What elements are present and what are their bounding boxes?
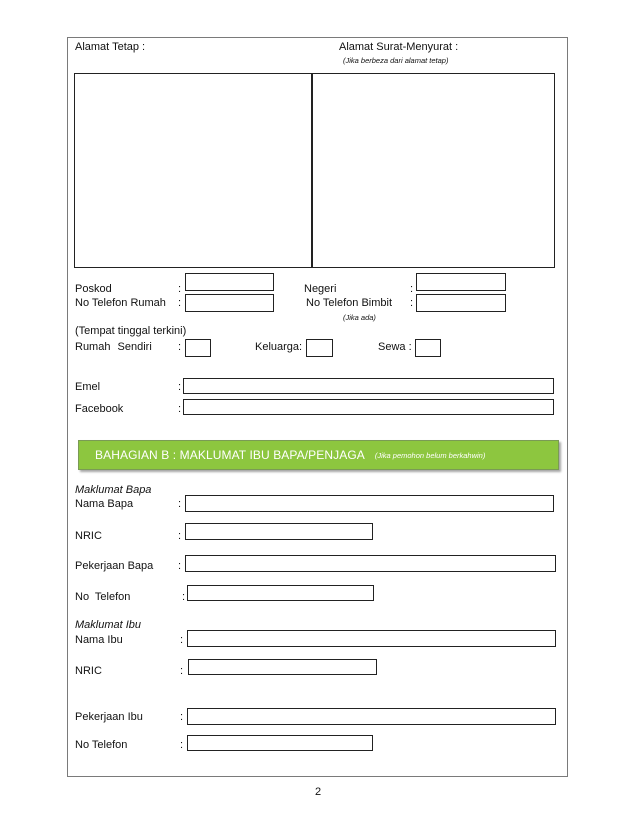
email-input[interactable]: [183, 378, 554, 394]
section-b-note: (Jika pemohon belum berkahwin): [374, 450, 486, 460]
mother-job-colon: :: [180, 711, 184, 723]
mother-phone-label: No Telefon: [75, 739, 128, 751]
mother-job-label: Pekerjaan Ibu: [75, 711, 143, 723]
father-nric-label: NRIC: [75, 530, 102, 542]
mother-job-input[interactable]: [187, 708, 556, 725]
mother-nric-label: NRIC: [75, 665, 102, 677]
facebook-colon: :: [178, 403, 182, 415]
phone-mobile-label: No Telefon Bimbit: [306, 297, 393, 309]
mother-nric-colon: :: [180, 665, 184, 677]
mother-name-input[interactable]: [187, 630, 556, 647]
page-number: 2: [315, 786, 322, 798]
phone-home-input[interactable]: [185, 294, 274, 312]
facebook-label: Facebook: [75, 403, 124, 415]
father-nric-input[interactable]: [185, 523, 373, 540]
poskod-label: Poskod: [75, 283, 112, 295]
mailing-address-field[interactable]: [312, 73, 555, 268]
mother-nric-input[interactable]: [188, 659, 377, 675]
mailing-address-note: (Jika berbeza dari alamat tetap): [343, 56, 449, 65]
father-phone-colon: :: [182, 591, 186, 603]
mother-heading: Maklumat Ibu: [75, 619, 142, 631]
email-colon: :: [178, 381, 182, 393]
section-b-header: [78, 440, 559, 470]
father-name-input[interactable]: [185, 495, 554, 512]
father-name-label: Nama Bapa: [75, 498, 134, 510]
father-heading: Maklumat Bapa: [75, 484, 152, 496]
father-name-colon: :: [178, 498, 182, 510]
phone-mobile-input[interactable]: [416, 294, 506, 312]
residence-own-colon: :: [178, 341, 182, 353]
father-job-colon: :: [178, 560, 182, 572]
residence-rent-checkbox[interactable]: [415, 339, 441, 357]
residence-own-checkbox[interactable]: [185, 339, 211, 357]
poskod-input[interactable]: [185, 273, 274, 291]
negeri-label: Negeri: [304, 283, 337, 295]
father-phone-label: No Telefon: [75, 591, 131, 603]
permanent-address-field[interactable]: [74, 73, 312, 268]
residence-own-label: Rumah Sendiri: [75, 341, 152, 353]
section-b-title: BAHAGIAN B : MAKLUMAT IBU BAPA/PENJAGA: [95, 448, 365, 462]
residence-family-label: Keluarga:: [255, 341, 303, 353]
negeri-colon: :: [410, 283, 414, 295]
facebook-input[interactable]: [183, 399, 554, 415]
phone-home-label: No Telefon Rumah: [75, 297, 166, 309]
mother-phone-input[interactable]: [187, 735, 373, 751]
father-job-label: Pekerjaan Bapa: [75, 560, 154, 572]
phone-mobile-colon: :: [410, 297, 414, 309]
poskod-colon: :: [178, 283, 182, 295]
mother-phone-colon: :: [180, 739, 184, 751]
phone-home-colon: :: [178, 297, 182, 309]
residence-rent-label: Sewa :: [378, 341, 412, 353]
mother-name-label: Nama Ibu: [75, 634, 123, 646]
father-nric-colon: :: [178, 530, 182, 542]
mobile-note: (Jika ada): [343, 313, 376, 322]
father-phone-input[interactable]: [187, 585, 374, 601]
residence-heading: (Tempat tinggal terkini): [75, 325, 187, 337]
negeri-input[interactable]: [416, 273, 506, 291]
mother-name-colon: :: [180, 634, 184, 646]
email-label: Emel: [75, 381, 101, 393]
residence-family-checkbox[interactable]: [306, 339, 333, 357]
mailing-address-label: Alamat Surat-Menyurat :: [339, 41, 459, 53]
permanent-address-label: Alamat Tetap :: [75, 41, 146, 53]
father-job-input[interactable]: [185, 555, 556, 572]
